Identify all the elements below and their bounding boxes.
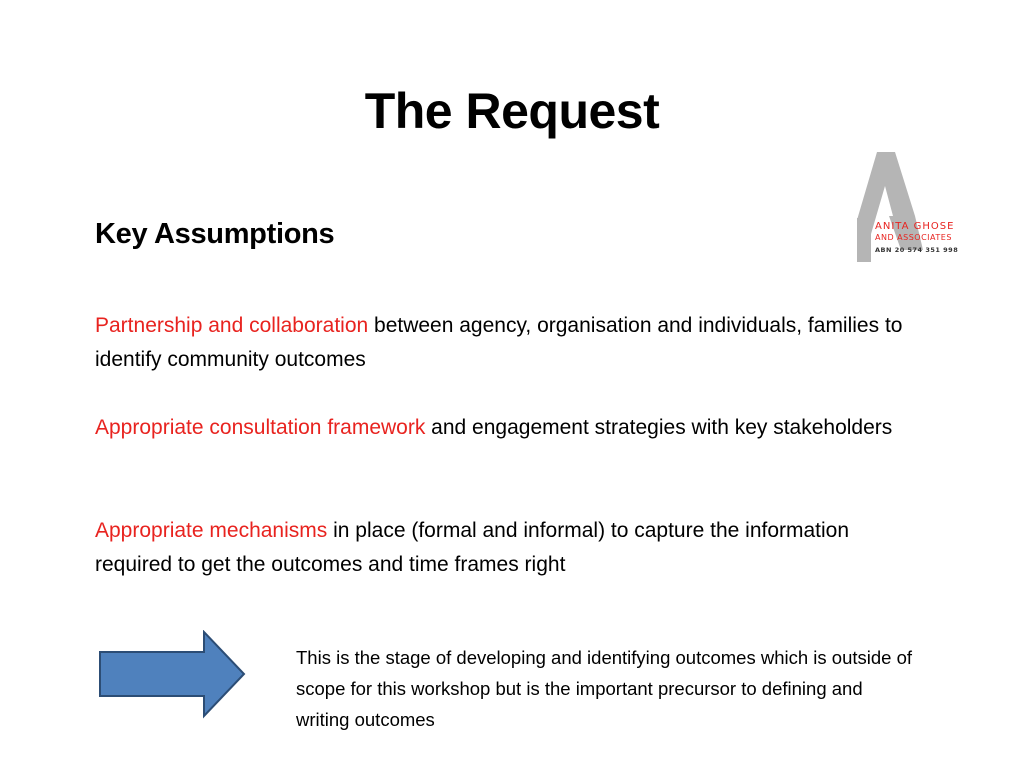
right-arrow-icon (96, 630, 248, 720)
assumption-highlight: Appropriate mechanisms (95, 519, 328, 542)
logo-abn: ABN 20 574 351 998 (875, 246, 959, 254)
assumption-paragraph (95, 309, 925, 377)
assumption-paragraph (95, 514, 925, 582)
assumption-paragraph (95, 411, 925, 445)
logo-name: ANITA GHOSE (875, 221, 955, 232)
assumption-highlight: Appropriate consultation framework (95, 416, 426, 439)
company-logo (855, 150, 987, 265)
logo-subname: AND ASSOCIATES (875, 233, 952, 242)
assumption-text: in place (formal and informal) to capture the information required to get the outcomes and time frames right (95, 519, 850, 576)
assumption-highlight: Partnership and collaboration (95, 314, 369, 337)
section-heading: Key Assumptions (95, 218, 335, 250)
slide-title: The Request (364, 83, 660, 139)
assumption-text: between agency, organisation and individuals, families to identify community outcomes (95, 314, 903, 371)
scope-note: This is the stage of developing and identifying outcomes which is outside of scope for this workshop but is the important precursor to defining and writing outcomes (296, 647, 913, 730)
assumption-text: and engagement strategies with key stakeholders (425, 416, 893, 439)
